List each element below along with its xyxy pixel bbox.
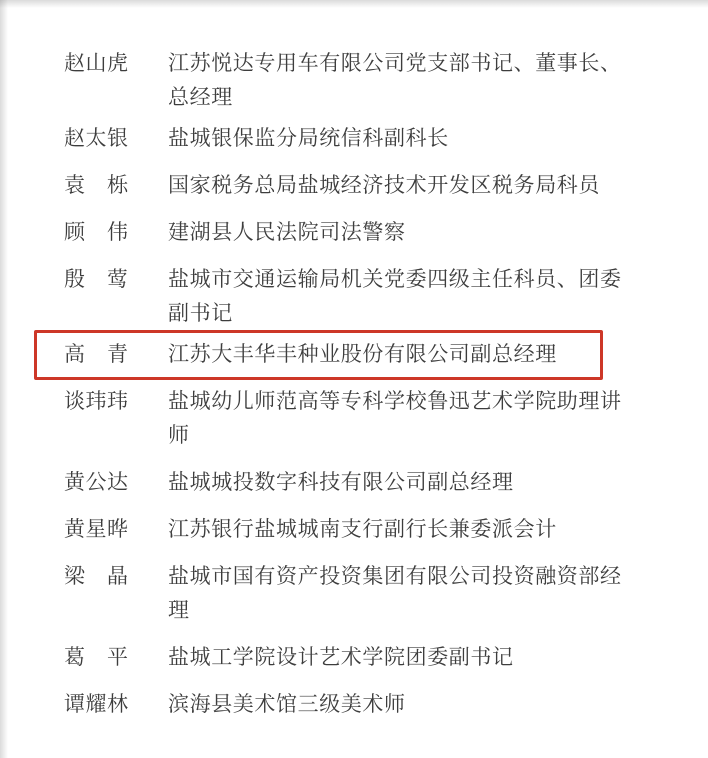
roster-row <box>64 262 644 330</box>
roster-row <box>64 337 644 371</box>
roster-row <box>64 384 644 452</box>
person-name: 赵山虎 <box>64 51 129 75</box>
page-top-edge-shadow <box>0 0 708 8</box>
roster-row <box>64 46 644 114</box>
roster-row <box>64 640 644 674</box>
person-name: 赵太银 <box>64 126 129 150</box>
person-position: 国家税务总局盐城经济技术开发区税务局科员 <box>168 173 600 197</box>
person-position: 盐城市国有资产投资集团有限公司投资融资部经理 <box>168 564 622 622</box>
person-position: 盐城幼儿师范高等专科学校鲁迅艺术学院助理讲师 <box>168 389 622 447</box>
person-name: 袁 栎 <box>64 173 129 197</box>
page-left-edge-shadow <box>0 0 8 758</box>
person-name: 殷 莺 <box>64 267 129 291</box>
person-name: 高 青 <box>64 342 129 366</box>
person-position: 江苏悦达专用车有限公司党支部书记、董事长、总经理 <box>168 51 622 109</box>
person-name: 梁 晶 <box>64 564 129 588</box>
person-position: 建湖县人民法院司法警察 <box>168 220 406 244</box>
person-name: 黄星晔 <box>64 517 129 541</box>
person-name: 谈玮玮 <box>64 389 129 413</box>
roster-row <box>64 215 644 249</box>
person-name: 谭耀林 <box>64 692 129 716</box>
person-position: 盐城市交通运输局机关党委四级主任科员、团委副书记 <box>168 267 622 325</box>
person-position: 滨海县美术馆三级美术师 <box>168 692 406 716</box>
roster-row <box>64 121 644 155</box>
person-position: 盐城银保监分局统信科副科长 <box>168 126 449 150</box>
roster-row <box>64 512 644 546</box>
award-roster-list <box>64 46 644 734</box>
person-position: 江苏大丰华丰种业股份有限公司副总经理 <box>168 342 557 366</box>
person-name: 顾 伟 <box>64 220 129 244</box>
roster-row <box>64 465 644 499</box>
person-position: 盐城工学院设计艺术学院团委副书记 <box>168 645 514 669</box>
person-name: 葛 平 <box>64 645 129 669</box>
roster-row <box>64 168 644 202</box>
person-position: 江苏银行盐城城南支行副行长兼委派会计 <box>168 517 557 541</box>
person-name: 黄公达 <box>64 470 129 494</box>
roster-row <box>64 687 644 721</box>
person-position: 盐城城投数字科技有限公司副总经理 <box>168 470 514 494</box>
roster-row <box>64 559 644 627</box>
